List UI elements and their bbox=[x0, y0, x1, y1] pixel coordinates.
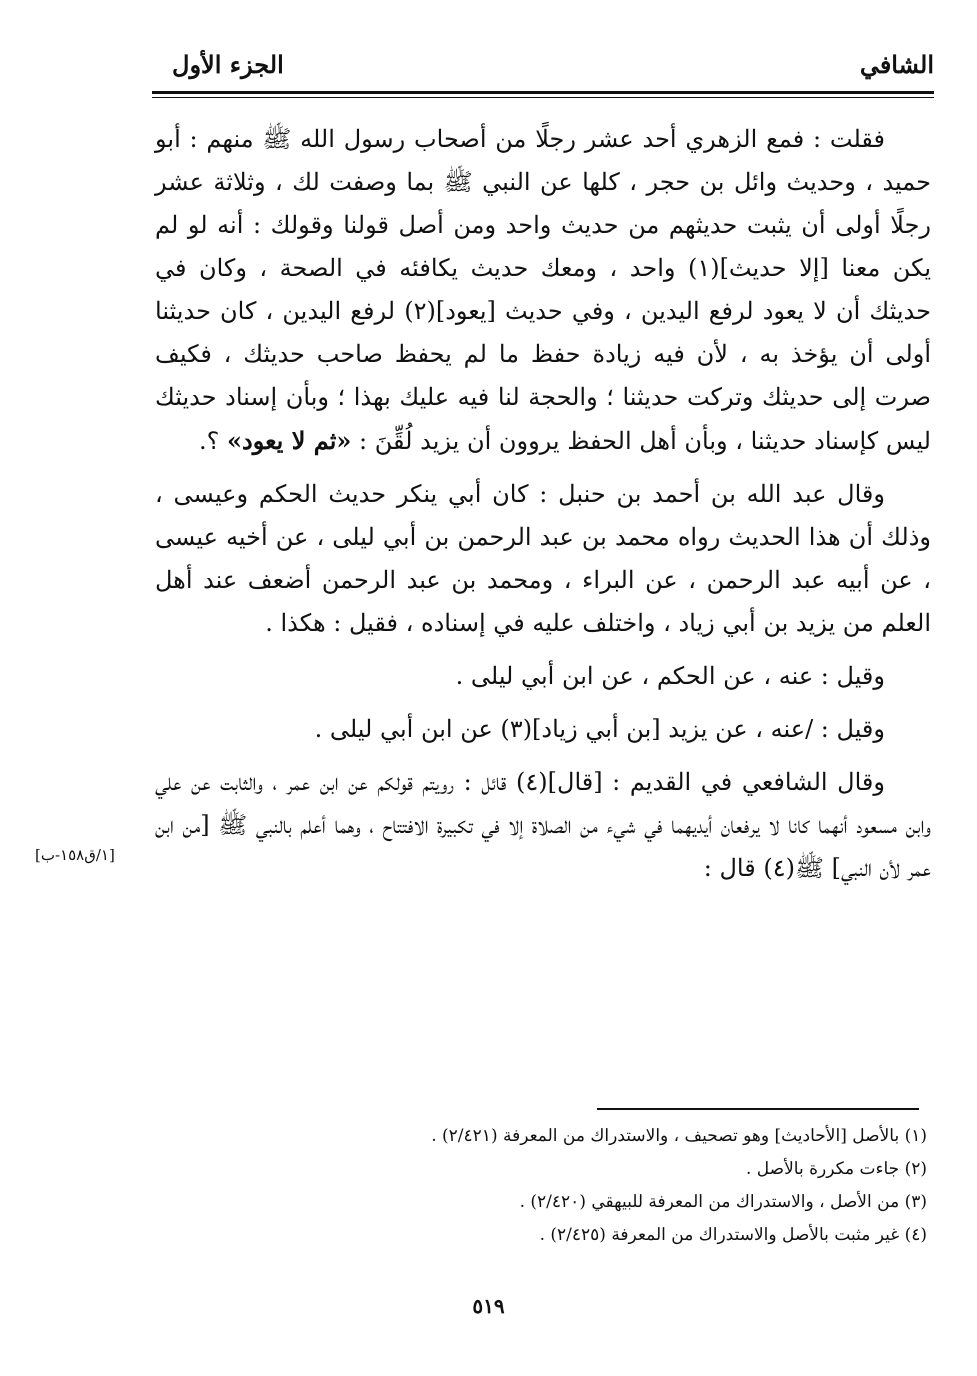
footnote-3: (٣) من الأصل ، والاستدراك من المعرفة للبيهقي (٢/٤٢٠) . bbox=[519, 1192, 927, 1212]
footnote-1: (١) بالأصل [الأحاديث] وهو تصحيف ، والاستدراك من المعرفة (٢/٤٢١) . bbox=[431, 1126, 927, 1146]
paragraph-4: وقيل : /عنه ، عن يزيد [بن أبي زياد](٣) عن ابن أبي ليلى . bbox=[314, 715, 885, 743]
part-title: الجزء الأول bbox=[172, 50, 284, 79]
paragraph-5: وقال الشافعي في القديم : [قال](٤) قائل : رويتم قولكم عن ابن عمر ، والثابت عن علي وابن مسعود أنهما كانا لا يرفعان أيديهما في شيء من الصلاة إلا في تكبيرة الافتتاح ، وهما أعلم بالنبي ﷺ [من ابن عمر لأن النبي] ﷺ(٤) قال : bbox=[155, 768, 931, 882]
page-number: ٥١٩ bbox=[472, 1294, 505, 1318]
manuscript-margin-note: [١/ق١٥٨-ب] bbox=[35, 846, 115, 864]
main-text bbox=[155, 118, 931, 890]
footnote-4: (٤) غير مثبت بالأصل والاستدراك من المعرفة (٢/٤٢٥) . bbox=[539, 1225, 927, 1245]
running-header bbox=[152, 50, 934, 90]
header-rule-thin bbox=[152, 97, 934, 98]
book-title: الشافي bbox=[859, 50, 934, 79]
footnote-rule bbox=[597, 1108, 919, 1110]
paragraph-1 bbox=[155, 118, 931, 463]
footnotes bbox=[155, 1120, 927, 1252]
quote-tail: ؟. bbox=[199, 427, 228, 455]
paragraph-2: وقال عبد الله بن أحمد بن حنبل : كان أبي ينكر حديث الحكم وعيسى ، وذلك أن هذا الحديث رواه محمد بن عبد الرحمن بن أبي ليلى ، عن أخيه عيسى ، عن أبيه عبد الرحمن ، عن البراء ، ومحمد بن عبد الرحمن أضعف عند أهل العلم من يزيد بن أبي زياد ، واختلف عليه في إسناده ، فقيل : هكذا . bbox=[155, 480, 931, 637]
header-rule-thick bbox=[152, 91, 934, 94]
paragraph-1-text: فقلت : فمع الزهري أحد عشر رجلًا من أصحاب رسول الله ﷺ منهم : أبو حميد ، وحديث وائل بن حجر ، كلها عن النبي ﷺ بما وصفت لك ، وثلاثة عشر رجلًا أولى أن يثبت حديثهم من حديث واحد ومن أصل قولنا وقولك : أنه لو لم يكن معنا [إلا حديث](١) واحد ، ومعك حديث يكافئه في الصحة ، وكان في حديثك أن لا يعود لرفع اليدين ، وفي حديث [يعود](٢) لرفع اليدين ، كان حديثنا أولى أن يؤخذ به ، لأن فيه زيادة حفظ ما لم يحفظ صاحب حديثك ، فكيف صرت إلى حديثك وتركت حديثنا ؛ والحجة لنا فيه عليك بهذا ؛ وبأن إسناد حديثك ليس كإسناد حديثنا ، وبأن أهل الحفظ يروون أن يزيد لُقِّنَ : bbox=[155, 125, 932, 455]
quote-bold: «ثم لا يعود» bbox=[227, 426, 352, 455]
paragraph-3: وقيل : عنه ، عن الحكم ، عن ابن أبي ليلى . bbox=[455, 662, 885, 690]
footnote-2: (٢) جاءت مكررة بالأصل . bbox=[745, 1159, 927, 1179]
